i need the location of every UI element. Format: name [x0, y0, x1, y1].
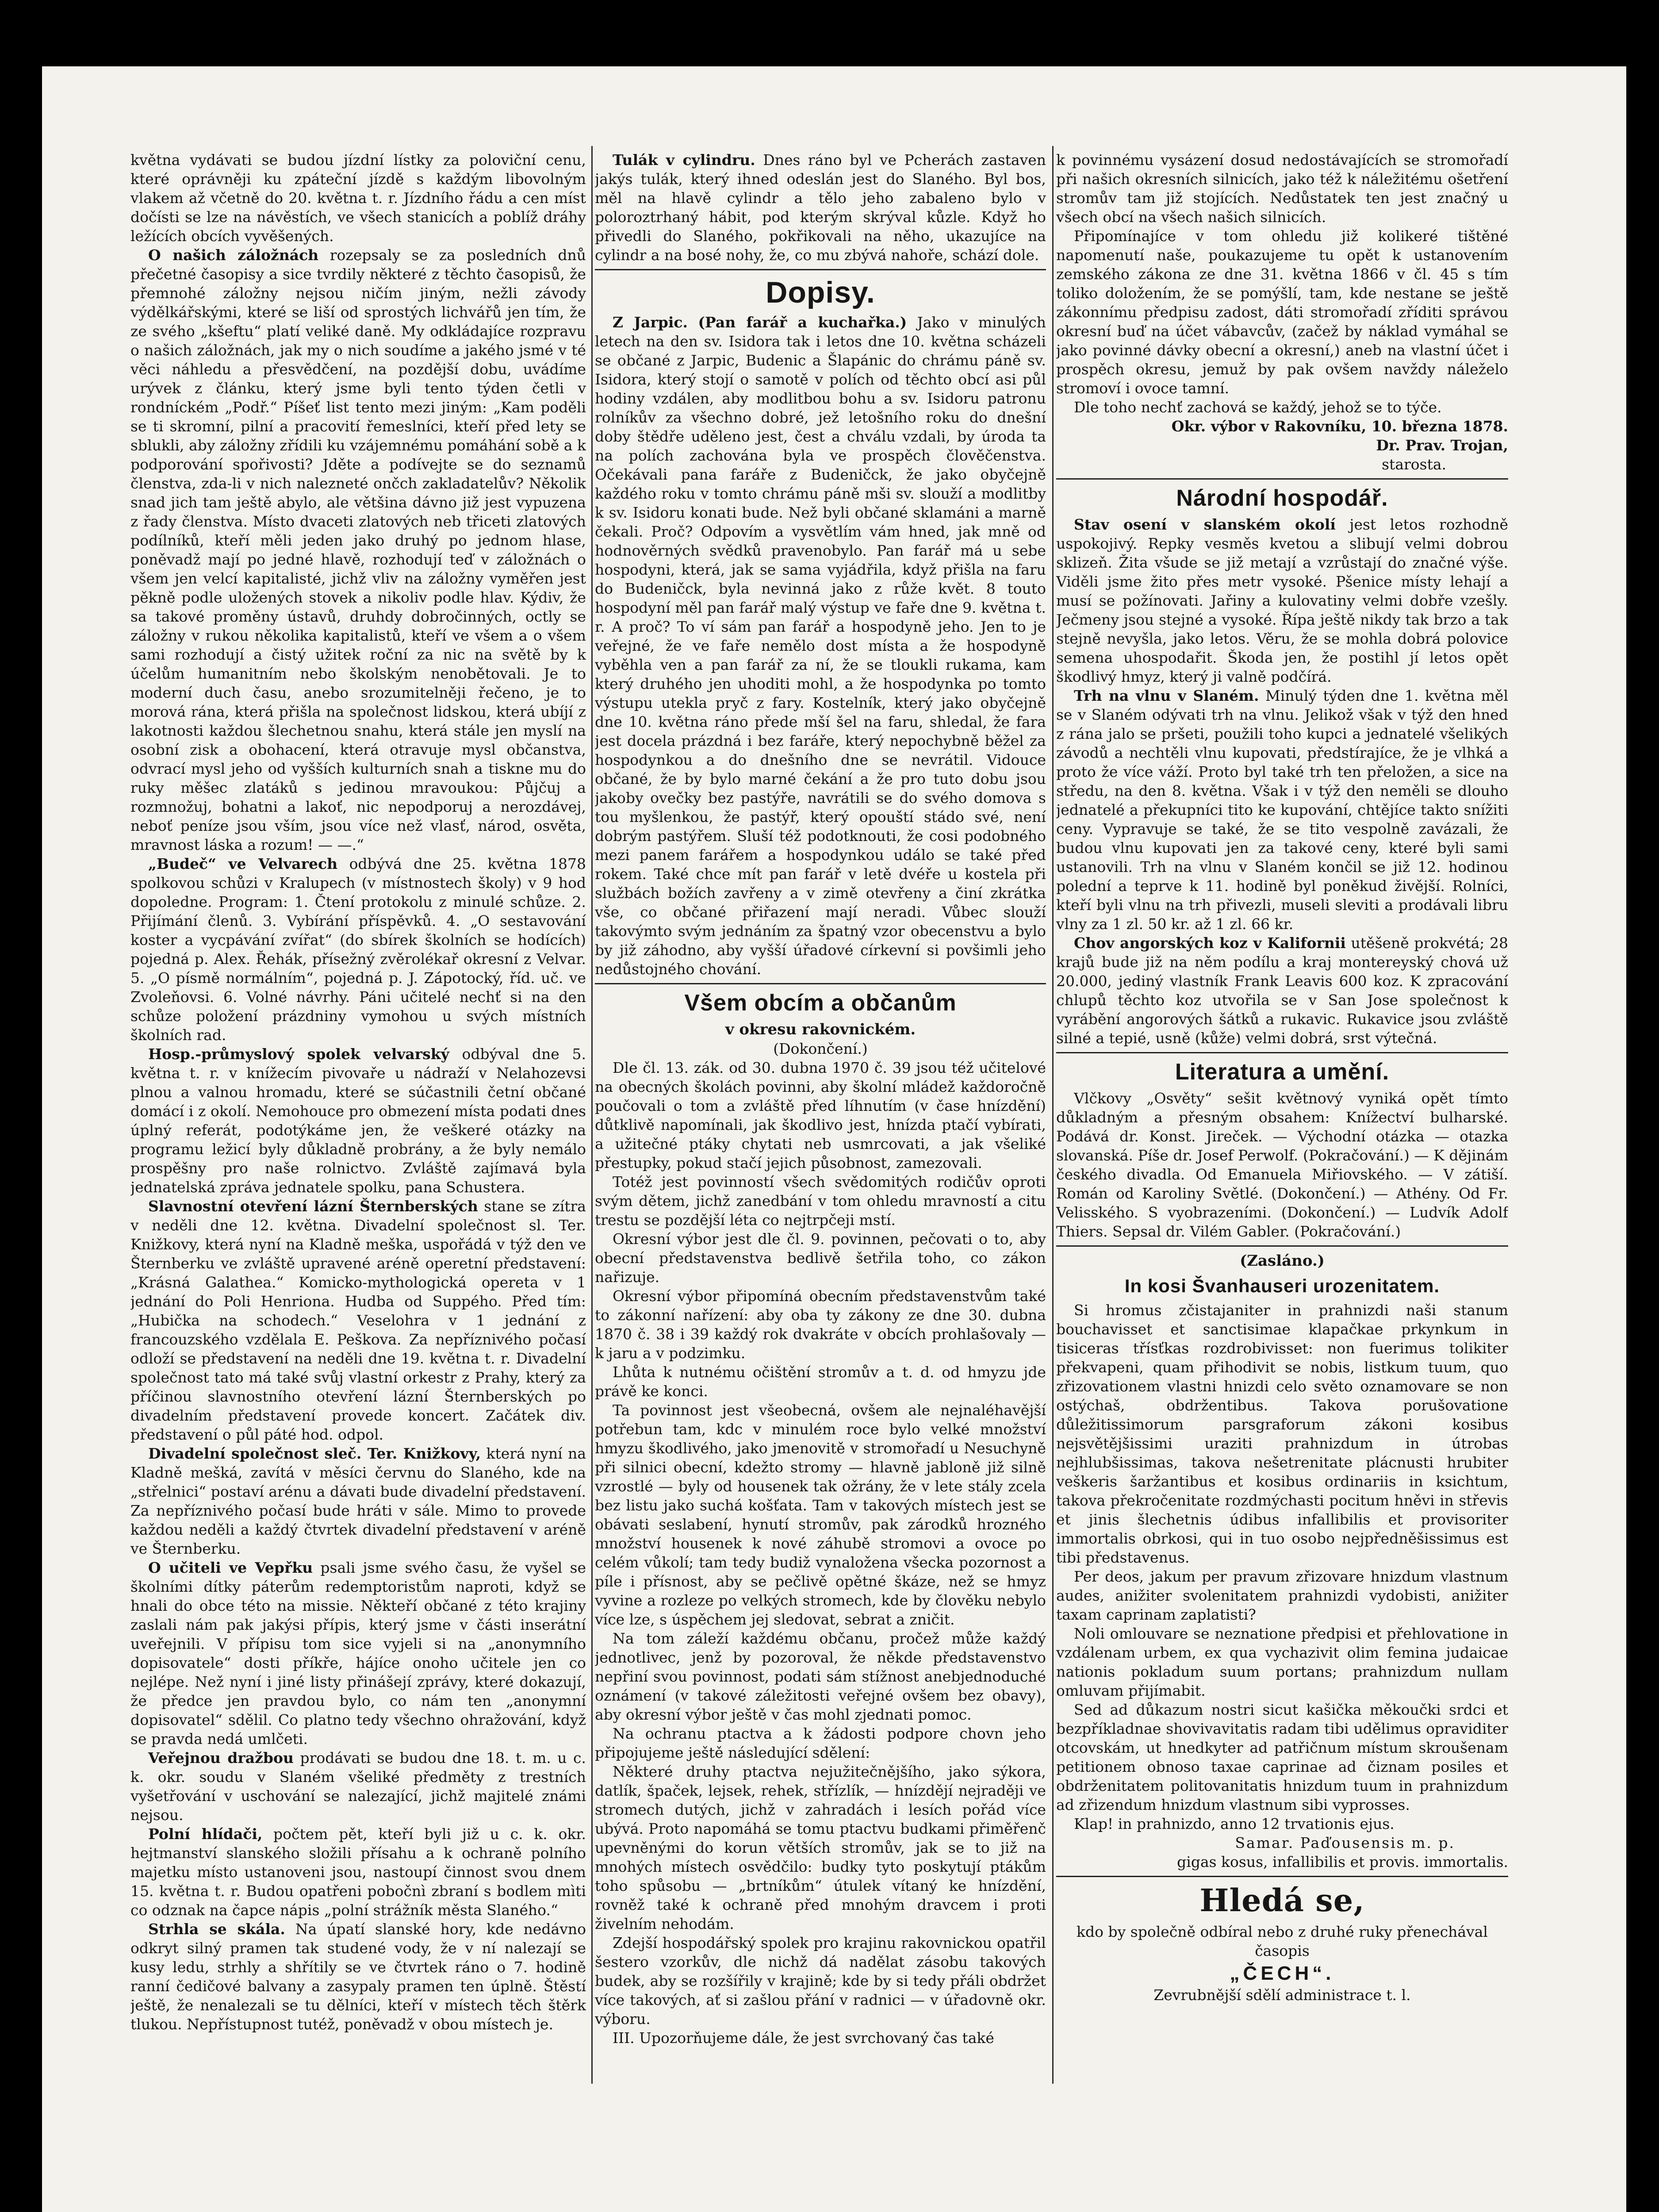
- paragraph: [595, 313, 1046, 979]
- paragraph-lead: Stav osení v slanském okolí: [1074, 516, 1336, 533]
- place-name: Z Jarpic.: [613, 314, 688, 331]
- paragraph-lead: Trh na vlnu v Slaném.: [1074, 687, 1259, 704]
- paragraph: [130, 1920, 586, 2034]
- signature-title: starosta.: [1382, 456, 1446, 473]
- paragraph-lead: Tulák v cylindru.: [613, 151, 755, 169]
- section-heading-urozen: In kosi Švanhauseri urozenitatem.: [1124, 1275, 1440, 1296]
- column-2: [595, 150, 1046, 2073]
- paragraph-text: která nyní na Kladně mešká, zavítá v měsíci červnu do Slaného, kde na „střelnici“ postaví arénu a dávati bude divadelní představení. Za nepříznivého počasí bude hráti v sále. Mimo to provede každou neděli a každý čtvrtek divadelní představení v aréně ve Šternberku.: [130, 1445, 586, 1557]
- column-3: [1056, 150, 1508, 2073]
- paragraph-lead: O našich záložnách: [148, 246, 319, 264]
- section-divider: [595, 269, 1046, 270]
- paragraph: Zevrubnější sdělí administrace t. l.: [1153, 1986, 1411, 2004]
- paragraph-text: psali jsme svého času, že vyšel se školními dítky páterům redemptoristům naproti, když se hnali do obce této na missie. Někteří občané z této krajiny zaslali nám pak jakýsi přípis, který jsme v části inserátní uveřejnili. V přípisu tom sice vyjeli si na „anonymního dopisovatele“ dosti příkře, hájíce onoho učitele jen co nejlépe. Než nyní i jiné listy přinášejí zprávy, které dokazují, že předce jen pravdou bylo, co nám ten „anonymní dopisovatel“ sdělil. Co platno tedy všechno ohražování, když se pravda nedá umlčeti.: [130, 1559, 586, 1747]
- section-divider: [1056, 1052, 1508, 1053]
- paragraph-lead: Polní hlídači,: [148, 1825, 263, 1843]
- paragraph-text: stane se zítra v neděli dne 12. května. Divadelní společnost sl. Ter. Knižkovy, která nyní na Kladně meška, uspořádá v týž den ve Šternberku ve zvláště upravené aréně operetní představení: „Krásná Galathea.“ Komicko-mythologická opereta v 1 jednání do Poli Henriona. Hudba od Suppého. Před tím: „Hubička na schodech.“ Veselohra v 1 jednání z francouzského vzdělala E. Peškova. Za nepříznivého počasí odloží se představení na neděli dne 19. května t. r. Divadelní společnost tato má také svůj vlastní orkestr z Prahy, který za příčinou slavnostního otevření lázní Šternberských po divadelním představení provede koncert. Začátek div. představení o půl páté hod. odpol.: [130, 1198, 586, 1443]
- paragraph-text: Jako v minulých letech na den sv. Isidora tak i letos dne 10. května scházeli se občané z Jarpic, Budenic a Šlapánic do chrámu páně sv. Isidora, který stojí o samotě v polích od těchto obcí asi půl hodiny vzdálen, aby modlitbou bohu a sv. Isidoru patronu rolníkův za všechno dobré, jež letošního roku do dnešní doby štědře uděleno jest, čest a chválu vzdali, by úroda ta na polích zachována byla ve prospěch člověčenstva. Očekávali pana faráře z Budeničck, že jako obyčejně každého roku v tomto chrámu páně mši sv. slouží a modlitby k sv. Isidoru konati bude. Než byli občané sklamáni a marně čekali. Proč? Odpovím a vysvětlím vám hned, jak mně od hodnověrných svědků pravenobylo. Pan farář má u sebe hospodyni, která, jak se sama vyjádřila, když přišla na faru do Budeničck, byla nevinná jako z růže květ. 8 touto hospodyní měl pan farář malý výstup ve faře dne 9. května t. r. A proč? To ví sám pan farář a hospodyně jeho. Jen to je veřejné, že ve faře nemělo dost místa a že hospodyně vyběhla ven a pan farář za ní, že se tloukli rukama, kam který druhého jen uhoditi mohl, a že hospodynka po tomto výstupu utekla pryč z fary. Kostelník, který jako obyčejně dne 10. května ráno přede mší šel na faru, shledal, že fara jest docela prázdná i bez faráře, který nepochybně běžel za hospodynkou a do dnešního dne se nevrátil. Vidouce občané, že by bylo marné čekání a že pro tuto dobu jsou jakoby ovečky bez pastýře, navrátili se do svého domova s tou myšlenkou, že pastýř, který opouští stádo své, není dobrým pastýřem. Sluší též podotknouti, že cosi podobného mezi panem farářem a hospodynkou událo se také před rokem. Také chce mít pan farář v letě dvéře u kostela při službách božích zavřeny a v zimě otevřeny a činí zkrátka vše, co občané přiřazení mají neradi. Vůbec slouží takovýmto svým jednáním za špatný vzor obecenstvu a bylo by již záhodno, aby vyšší úřadové církevní si povšimli jeho nedůstojného chování.: [595, 314, 1046, 978]
- paragraph: [1056, 686, 1508, 933]
- signature-line: Samar. Paďousensis m. p.: [1235, 1834, 1455, 1851]
- paragraph: Totéž jest povinností všech svědomitých rodičův oproti svým dětem, jichž zanedbání v tom ohledu mravností a citu trestu se pozdější léta co nejtrpčeji mstí.: [595, 1173, 1046, 1229]
- paragraph: Na tom záleží každému občanu, pročež může každý jednotlivec, jenž by pozoroval, že někde představenstvo nepřiní svou povinnost, podati sám stížnost anebjednoduché oznámení (v takové záležitosti veřejné ovšem bez obavy), aby okresní výbor ještě v čas mohl zjednati pomoc.: [595, 1630, 1046, 1723]
- column-rule-1: [591, 146, 593, 2084]
- paragraph: Si hromus zčistajaniter in prahnizdi naši stanum bouchavisset et sanctisimae klapačkae prkynkum in tisiceras třísťkas rozdrobivisset: non fuerimus tolikiter překvapeni, quam přihodivit se nobis, listkum tuum, quo zřizovationem vlastni hnizdi celo světo oznamovare se non ostýchaš, obdržentibus. Takova porušovatione důležitissimorum parsgraforum zákoni kosibus nejsvětějšissimi uraziti prahnizdum in útrobas nejhlubšissimas, takova nešetrenitate plácnusti hrubiter veškeris šaržantibus et kosibus ordinariis in ksichtum, takova překročenitate rozdmýchasti pocitum hněvi in střevis et jinis šlechetnis údibus infallibilis et provisoriter immortalis obrkosi, qui in tuo osobo nejpředněšissimus est tibi představenus.: [1056, 1302, 1508, 1566]
- paragraph: Sed ad důkazum nostri sicut kašička měkoučki srdci et bezpříkladnae shovivavitatis radam tibi udělimus opraviditer otcovskám, ut hnedkyter ad patřičnum místum skroušenam petitionem obnoso taxae caprinae ad čiznam posiles et obdrženitatem politovanitatis hnizdum tuum in prahnizdum ad zřizendum hnizdum vlastnum sibi vyprosses.: [1056, 1701, 1508, 1813]
- paragraph-lead: Divadelní společnost sleč. Ter. Knižkovy,: [148, 1445, 481, 1462]
- paragraph-text: jest letos rozhodně uspokojivý. Repky vesměs kvetou a slibují velmi dobrou sklizeň. Žita všude se již metají a vzrůstají do značné výše. Viděli jsme žito přes metr vysoké. Pšenice místy lehají a musí se požínovati. Jařiny a kulovatiny velmi dobře vzešly. Ječmeny jsou stejné a vysoké. Řípa ještě nikdy tak brzo a tak stejně nevyšla, jako letos. Věru, že se mohla dobrá polovice semena uhospodařit. Škoda jen, že postihl jí letos opět škodlivý hmyz, který ji valně podčírá.: [1056, 516, 1508, 685]
- paragraph: Na ochranu ptactva a k žádosti podpore chovn jeho připojujeme ještě následující sdělení:: [595, 1725, 1046, 1761]
- paragraph-subtitle: (Pan farář a kuchařka.): [698, 314, 907, 331]
- paragraph-text: Na úpatí slanské hory, kde nedávno odkryt silný pramen tak studené vody, že v ní nalezají se kusy ledu, strhly a shřítily se ve čtvrtek ráno o 7. hodině ranní čedičové balvany a zasypaly pramen ten úplně. Štěstí ještě, že nenalezali se tu dělníci, kteří v místech těch štěrk tlukou. Nepřístupnost tutéž, poněvadž v obou místech je.: [130, 1920, 586, 2033]
- paragraph: [130, 246, 586, 854]
- paragraph: Dle čl. 13. zák. od 30. dubna 1970 č. 39 jsou též učitelové na obecných školách povinni, aby školní mládež každoročně poučovali o tom a zvláště před líhnutím (v čase hnízdění) důtklivě napomínali, jak škodlivo jest, hnízda ptačí vybírati, a užitečné ptáky chytati neb usmrcovati, a jak všeliké přestupky, pokud stačí jejich působnost, zamezovali.: [595, 1059, 1046, 1171]
- section-heading-obcim: Všem obcím a občanům: [684, 990, 957, 1016]
- section-heading-dopisy: Dopisy.: [766, 276, 875, 309]
- section-divider: [1056, 1245, 1508, 1247]
- paragraph-text: odbýval dne 5. května t. r. v knížecím pivovaře u nádraží v Nelahozevsi plnou a valnou hromadu, které se súčastnili četní občané domácí i z okolí. Nemohouce pro obmezení místa podati dnes úplný referát, podotýkáme jen, že veškeré otázky na programu ležicí byly důkladně probrány, a že byly nemálo prospěšny pro naše rolnictvo. Zvláště zajímavá byla jednatelská zpráva jednatele spolku, pana Schustera.: [130, 1045, 586, 1196]
- paragraph: [595, 150, 1046, 265]
- column-1: [130, 150, 586, 2073]
- paragraph: k povinnému vysázení dosud nedostávajících se stromořadí při našich okresních silnicích, jako též k náležitému ošetření stromův tam již stojících. Nedůstatek ten jest značný u všech obcí na všech našich silnicích.: [1056, 151, 1508, 226]
- paragraph-text: rozepsaly se za posledních dnů přečetné časopisy a sice tvrdily některé z těchto časopisů, že přemnohé záložny nejsou ničím jiným, nežli závody výdělkářskými, které se liší od sprostých lichvářů jen tím, že ze svého „kšeftu“ platí veliké daně. My odkládajíce rozpravu o našich záložnách, jak my o nich soudíme a jakého jsmé v té věci náhledu a přesvědčení, na pozdější dobu, uvádíme urývek z článku, který jsme byli tento týden četli v rondníckém „Podř.“ Píšeť list tento mezi jiným: „Kam poděli se ti skromní, pilní a pracovití řemeslníci, kteří před lety se sblukli, aby záložny zřídili ku vzájemnému pomáhání sobě a k podporování spořivosti? Jděte a podívejte se do seznamů členstva, zda-li v nich nalezneté ončch zakladatelův? Několik snad jich tam ještě abylo, ale většina dávno již jest vypuzena z řady členstva. Místo dvaceti zlatových neb třiceti zlatových podílníků, kteří měli jeden jako druhý po jednom hlase, poněvadž mají po jedné hlavě, rozhodují teď v záložnách o všem jen velcí kapitalisté, jichž vliv na záložny vyměřen jest pěkně podle uložených stovek a nikoliv podle hlav. Kýdiv, že sa takové proměny ústavů, druhdy dobročinných, octly se záložny v rukou několika kapitalistů, kteří ve všem a o všem sami rozhodují a čistý užitek roční za nic na světě by k účelům humanitním nebo školským nenobětovali. Je to moderní duch času, anebo srozumitelněji řečeno, je to morová rána, která přišla na společnost lidskou, která ubíjí z lakotnosti každou šlechetnou snahu, která stále jen myslí na osobní zisk a obohacení, která otravuje mysl občanstva, odvrací mysl jeho od vyšších kulturních snah a tiskne mu do ruky měšec zlatáků s jedinou mravoukou: Půjčuj a rozmnožuj, bohatni a lakoť, nic nepodporuj a nerozdávej, neboť peníze jsou vším, jsou více než vlasť, národ, osvěta, mravnost láska a rozum! — —.“: [130, 246, 586, 853]
- paragraph: Okresní výbor jest dle čl. 9. povinnen, pečovati o to, aby obecní představenstva bedlivě šetřila toho, co zákon nařizuje.: [595, 1230, 1046, 1286]
- paragraph: [1056, 933, 1508, 1048]
- paragraph: Připomínajíce v tom ohledu již kolikeré tištěné napomenutí naše, poukazujeme tu opět k ustanovením zemského zákona ze dne 31. května 1866 v čl. 45 s tím toliko doložením, že se pomýšlí, tam, kde nestane se ještě zákonnímu předpisu zadost, dáti stromořadí zříditi správou okresní buď na účet vábavcův, (začež by náklad vymáhal se jako povinné dávky obecní a okresní,) aneb na vlastní účet i prospěch okresu, jemuž by pak ovšem navždy náleželo stromoví i ovoce tamní.: [1056, 227, 1508, 397]
- paragraph: Zdejší hospodářský spolek pro krajinu rakovnickou opatřil šestero vzorkův, dle nichž dá nadělat zásobu takových budek, aby se rozšířily v krajině; kde by si tedy přáli obdržet více takových, ať si zašlou přání v radnici — v úřadovně okr. výboru.: [595, 1934, 1046, 2028]
- paragraph: [1056, 515, 1508, 686]
- signature-line: Okr. výbor v Rakovníku, 10. března 1878.: [1171, 418, 1508, 435]
- paragraph: Per deos, jakum per pravum zřizovare hnizdum vlastnum audes, anižiter svolenitatem prahnizdi vydobisti, anižiter taxam caprinam zaplatisti?: [1056, 1568, 1508, 1623]
- paragraph: Okresní výbor připomíná obecním představenstvům také to zákonní nařízení: aby oba ty zákony ze dne 30. dubna 1870 č. 38 i 39 každý rok dvakráte v obcích prohlašovaly — k jaru a v podzimku.: [595, 1287, 1046, 1362]
- paragraph: [130, 1197, 586, 1444]
- paragraph: května vydávati se budou jízdní lístky za poloviční cenu, které oprávněji ku zpáteční jízdě s každým libovolným vlakem až včetně do 20. května t. r. Jízdního řádu a cen míst dočísti se lze na návěstích, ve všech stanicích a poblíž dráhy ležících obcích vyvěšených.: [130, 151, 586, 245]
- paragraph: Některé druhy ptactva nejužitečnějšího, jako sýkora, datlík, špaček, lejsek, rehek, střízlík, — hnízdějí nejraději ve stromech dutých, jichž v zahradách i lesích pořád více ubývá. Proto napomáhá se tomu ptactvu budkami přiměřenč upevněnými do korun větších stromův, jak se to již na mnohých místech osvědčilo: budky tyto poskytují ptákům toho spůsobu — „brtníkům“ útulek vítaný ke hnízdění, rovněž také k ochraně před mnohým dravcem i proti živelním nehodám.: [595, 1763, 1046, 1932]
- paragraph: Noli omlouvare se neznatione předpisi et přehlovatione in vzdálenam urbem, ex qua vychazivit olim femina judaicae nationis pokladum suum portans; prahnizdum nullam omluvam přijímabit.: [1056, 1625, 1508, 1699]
- paragraph-lead: „Budeč“ ve Velvarech: [148, 855, 338, 872]
- paragraph: Vlčkovy „Osvěty“ sešit květnový vyniká opět tímto důkladným a přesným obsahem: Knížectví bulharské. Podává dr. Konst. Jireček. — Východní otázka — otazka slovanská. Píše dr. Josef Perwolf. (Pokračování.) — K dějinám českého divadla. Od Emanuela Miřiovského. — V zátiší. Román od Karoliny Světlé. (Dokončení.) — Athény. Od Fr. Velisského. S vyobrazeními. (Dokončení.) — Ludvík Adolf Thiers. Sepsal dr. Vilém Gabler. (Pokračování.): [1056, 1090, 1508, 1240]
- paragraph: Lhůta k nutnému očištění stromův a t. d. od hmyzu jde právě ke konci.: [595, 1363, 1046, 1400]
- paragraph-text: Dnes ráno byl ve Pcherách zastaven jakýs tulák, který ihned odeslán jest do Slaného. Byl bos, měl na hlavě cylindr a tělo jeho zabaleno bylo v poloroztrhaný hábit, pod kterým skrýval kůzle. Když ho přivedli do Slaného, pokřikovali na něho, ukazujíce na cylindr a na bosé nohy, že, co mu zbývá nahoře, schází dole.: [595, 151, 1046, 264]
- paragraph: [130, 1824, 586, 1920]
- section-divider: [595, 983, 1046, 984]
- section-heading-hospodar: Národní hospodář.: [1176, 485, 1388, 511]
- paragraph: kdo by společně odbíral nebo z druhé ruky přenechával časopis: [1077, 1923, 1488, 1959]
- paragraph-lead: Hosp.-průmyslový spolek velvarský: [148, 1045, 449, 1063]
- column-rule-2: [1052, 146, 1054, 2084]
- paragraph-text: odbývá dne 25. května 1878 spolkovou schůzi v Kralupech (v místnostech školy) v 9 hod dopoledne. Program: 1. Čtení protokolu z minulé schůze. 2. Přijímání členů. 3. Vybírání příspěvků. 4. „O sestavování koster a vycpávání zvířat“ (do sbírek školních se hodících) pojedná p. Alex. Řehák, přísežný zvěrolékař okresní z Velvar. 5. „O písmě normálním“, pojedná p. J. Zápotocký, říd. uč. ve Zvoleňovsi. 6. Volné návrhy. Páni učitelé nechť si na den schůze položení prázdniny vymohou u svých místních školních rad.: [130, 855, 586, 1044]
- signature-line: Dr. Prav. Trojan,: [1376, 437, 1508, 454]
- paragraph: Dle toho nechť zachová se každý, jehož se to týče.: [1074, 399, 1442, 416]
- paragraph: III. Upozorňujeme dále, že jest svrchovaný čas také: [613, 2029, 994, 2047]
- paragraph: [130, 1045, 586, 1197]
- section-heading-literatura: Literatura a umění.: [1175, 1059, 1390, 1085]
- paragraph-lead: Slavnostní otevření lázní Šternberských: [148, 1198, 478, 1215]
- section-divider: [1056, 1876, 1508, 1877]
- paragraph-text: počtem pět, kteří byli již u c. k. okr. hejtmanství slanského složili přísahu a k ochraně polního majetku místo ustanoveni jsou, nastoupí činnost svou dnem 15. května t. r. Budou opatřeni pobočnì zbraní s bodlem mìti co odznak na čapce nápis „polní strážník města Slaného.“: [130, 1825, 586, 1919]
- paragraph-text: prodávati se budou dne 18. t. m. u c. k. okr. soudu v Slaném všeliké předměty z trestních vyšetřování v uschování se nalezající, jichž majitelé známi nejsou.: [130, 1749, 586, 1824]
- newspaper-name: „ČECH“.: [1230, 1962, 1335, 1984]
- paragraph-text: utěšeně prokvétá; 28 krajů bude již na něm podílu a kraj montereyský chová už 20.000, jediný vlastník Frank Leavis 600 koz. K zpracování chlupů těchto koz utvořila se v San Jose společnost k vyrábění angorových šátků a rukavic. Rukavice jsou zvláště silné a tepié, usně (kůže) velmi dobrá, srst výtečná.: [1056, 934, 1508, 1047]
- paragraph: [130, 1444, 586, 1558]
- paragraph-lead: Strhla se skála.: [148, 1920, 285, 1938]
- section-divider: [1056, 478, 1508, 480]
- paragraph: [130, 854, 586, 1045]
- paragraph-lead: Veřejnou dražbou: [148, 1749, 294, 1767]
- continuation-note: (Dokončení.): [773, 1040, 868, 1057]
- paragraph: [130, 1558, 586, 1748]
- paragraph: Klap! in prahnizdo, anno 12 trvationis ejus.: [1074, 1815, 1395, 1832]
- section-subheading: v okresu rakovnickém.: [725, 1021, 916, 1038]
- zaslano-label: (Zasláno.): [1240, 1252, 1325, 1270]
- paragraph-lead: O učiteli ve Vepřku: [148, 1559, 313, 1576]
- paragraph-text: Minulý týden dne 1. května měl se v Slaném odývati trh na vlnu. Jelikož však v týž den hned z rána jalo se pršeti, použili toho kupci a jednatelé všelikých závodů a nechtěli vlnu kupovati, předstírajíce, že je vlhká a proto že více váží. Proto byl také trh ten přeložen, a sice na středu, na den 8. května. Však i v týž den neměli se dlouho jednatelé a překupníci tito ke kupování, chtějíce takto snížiti ceny. Vypravuje se také, že se tito vespolně zavázali, že budou vlnu kupovati jen za takové ceny, které byli sami ustanovili. Trh na vlnu v Slaném končil se již 12. hodinou polední a teprve k 11. hodině byl poněkud živější. Rolníci, kteří byli vlnu na trh přivezli, museli sleviti a prodávali libru vlny za 1 zl. 50 kr. až 1 zl. 66 kr.: [1056, 687, 1508, 933]
- section-heading-hleda: Hledá se,: [1199, 1882, 1365, 1919]
- paragraph-lead: Chov angorských koz v Kalifornii: [1074, 934, 1346, 952]
- paragraph: [130, 1748, 586, 1824]
- signature-line: gigas kosus, infallibilis et provis. immortalis.: [1177, 1853, 1508, 1870]
- paragraph: Ta povinnost jest všeobecná, ovšem ale nejnaléhavější potřebun tam, kdc v minulém roce bylo velké množství hmyzu škodlivého, jako jmenovitě v stromořadí u Nesuchyně při silnici obecní, kdežto stromy — hlavně jabloně již silně vzrostlé — byly od housenek tak ožrány, že v lete stály zcela bez listu jako suchá košťata. Tam v takových místech jest se obávati seslabení, hynutí stromův, pak zárodků hrozného množství housenek k nové záhubě stromovi a ovoce po celém vůkolí; tam tedy budiž vynaložena všecka pozornost a píle i přísnost, aby se pečlivě opětné škáze, než se hmyz vyvine a rozleze po velkých stromech, kde by člověku nebylo více lze, s úspěchem jej sledovat, sebrat a zničit.: [595, 1402, 1046, 1628]
